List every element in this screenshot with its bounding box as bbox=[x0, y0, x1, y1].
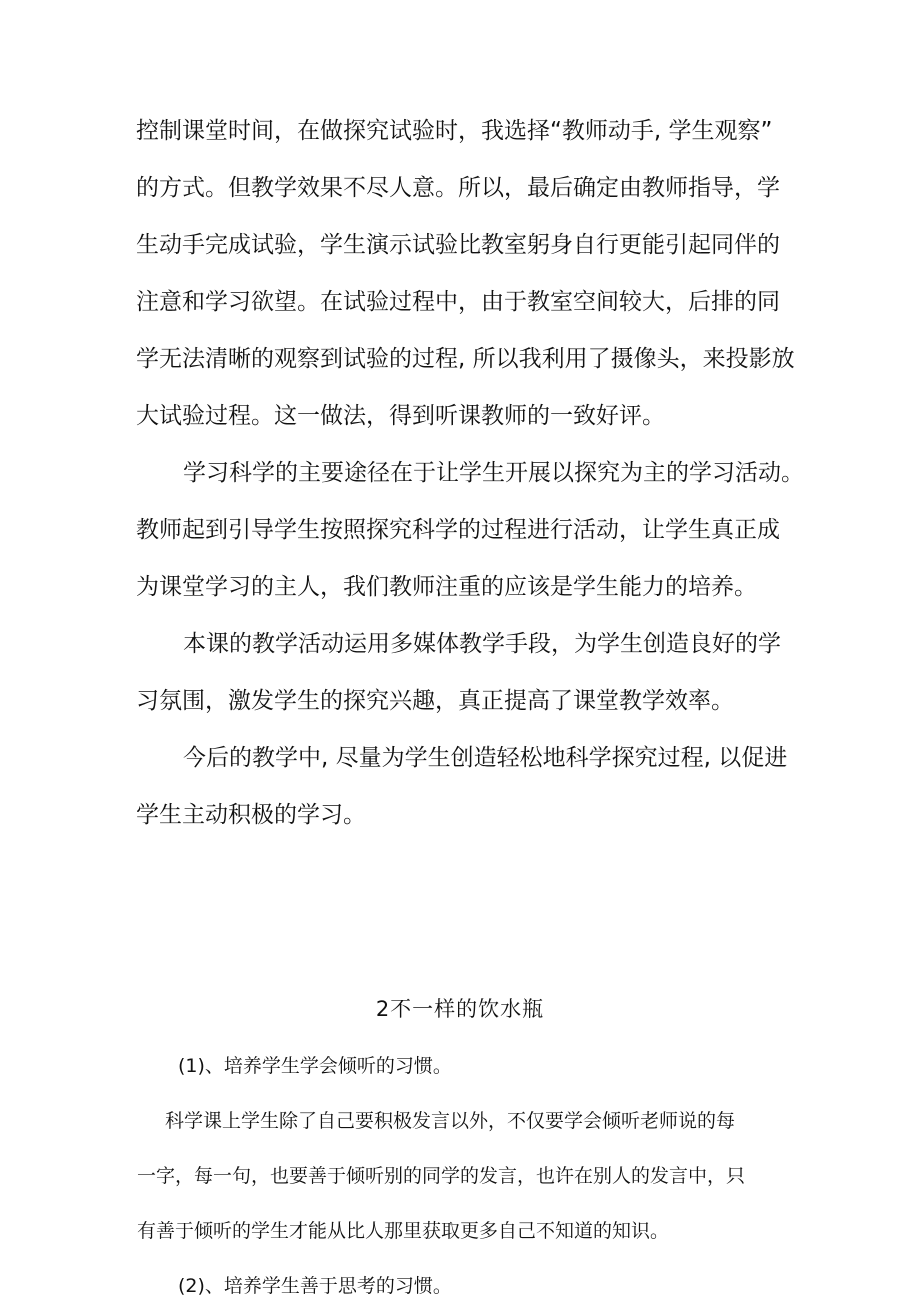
paragraph-line: 科学课上学生除了自己要积极发言以外，不仅要学会倾听老师说的每 bbox=[165, 1110, 736, 1132]
item-heading: (2)、培养学生善于思考的习惯。 bbox=[178, 1275, 452, 1297]
paragraph-line: 的方式。但教学效果不尽人意。所以，最后确定由教师指导，学 bbox=[136, 175, 780, 201]
paragraph-line: 大试验过程。这一做法，得到听课教师的一致好评。 bbox=[136, 403, 665, 429]
paragraph-line: 学无法清晰的观察到试验的过程, 所以我利用了摄像头，来投影放 bbox=[136, 346, 795, 372]
paragraph-line: 今后的教学中, 尽量为学生创造轻松地科学探究过程, 以促进 bbox=[183, 745, 788, 771]
paragraph-line: 学习科学的主要途径在于让学生开展以探究为主的学习活动。 bbox=[183, 460, 804, 486]
paragraph-line: 一字，每一句，也要善于倾听别的同学的发言，也许在别人的发言中，只 bbox=[137, 1165, 746, 1187]
paragraph-line: 生动手完成试验，学生演示试验比教室躬身自行更能引起同伴的 bbox=[136, 232, 780, 258]
paragraph-line: 本课的教学活动运用多媒体教学手段，为学生创造良好的学 bbox=[183, 631, 781, 657]
lesson-title: 2不一样的饮水瓶 bbox=[375, 997, 545, 1021]
paragraph-line: 有善于倾听的学生才能从比人那里获取更多自己不知道的知识。 bbox=[137, 1220, 670, 1242]
paragraph-line: 注意和学习欲望。在试验过程中，由于教室空间较大，后排的同 bbox=[136, 289, 780, 315]
paragraph-line: 习氛围，激发学生的探究兴趣，真正提高了课堂教学效率。 bbox=[136, 688, 734, 714]
paragraph-line: 教师起到引导学生按照探究科学的过程进行活动，让学生真正成 bbox=[136, 517, 780, 543]
paragraph-line: 控制课堂时间，在做探究试验时，我选择“教师动手, 学生观察” bbox=[136, 118, 773, 144]
paragraph-line: 学生主动积极的学习。 bbox=[136, 802, 366, 828]
paragraph-line: 为课堂学习的主人，我们教师注重的应该是学生能力的培养。 bbox=[136, 574, 757, 600]
item-heading: (1)、培养学生学会倾听的习惯。 bbox=[178, 1055, 452, 1077]
